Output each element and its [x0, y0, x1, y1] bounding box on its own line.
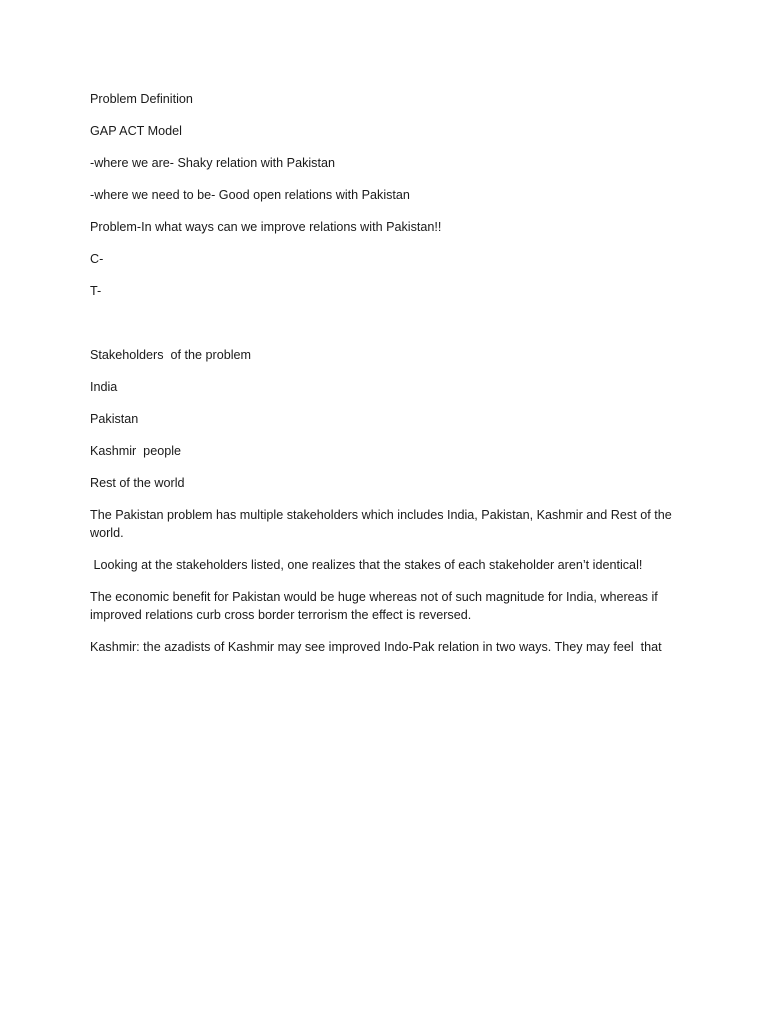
document-body [90, 90, 680, 670]
model-name: GAP ACT Model [90, 124, 182, 138]
blank-gap [90, 314, 680, 346]
stakeholders-heading: Stakeholders of the problem [90, 348, 252, 362]
problem-statement: Problem-In what ways can we improve relations with Pakistan!! [90, 220, 442, 234]
heading-problem-definition: Problem Definition [90, 92, 193, 106]
body-paragraph: Looking at the stakeholders listed, one realizes that the stakes of each stakeholder aren’t identical! [90, 558, 643, 572]
where-we-are-line: -where we are- Shaky relation with Pakistan [90, 156, 335, 170]
t-line: T- [90, 284, 102, 298]
where-we-need-to-be-line: -where we need to be- Good open relations with Pakistan [90, 188, 410, 202]
stakeholder-item: India [90, 380, 118, 394]
body-paragraph: The Pakistan problem has multiple stakeholders which includes India, Pakistan, Kashmir and Rest of the world. [90, 508, 676, 540]
stakeholder-item: Rest of the world [90, 476, 185, 490]
c-line: C- [90, 252, 104, 266]
body-paragraph: Kashmir: the azadists of Kashmir may see improved Indo-Pak relation in two ways. They may feel that [90, 640, 662, 654]
body-paragraph: The economic benefit for Pakistan would be huge whereas not of such magnitude for India, whereas if improved relations curb cross border terrorism the effect is reversed. [90, 590, 662, 622]
stakeholder-item: Pakistan [90, 412, 139, 426]
stakeholder-item: Kashmir people [90, 444, 182, 458]
